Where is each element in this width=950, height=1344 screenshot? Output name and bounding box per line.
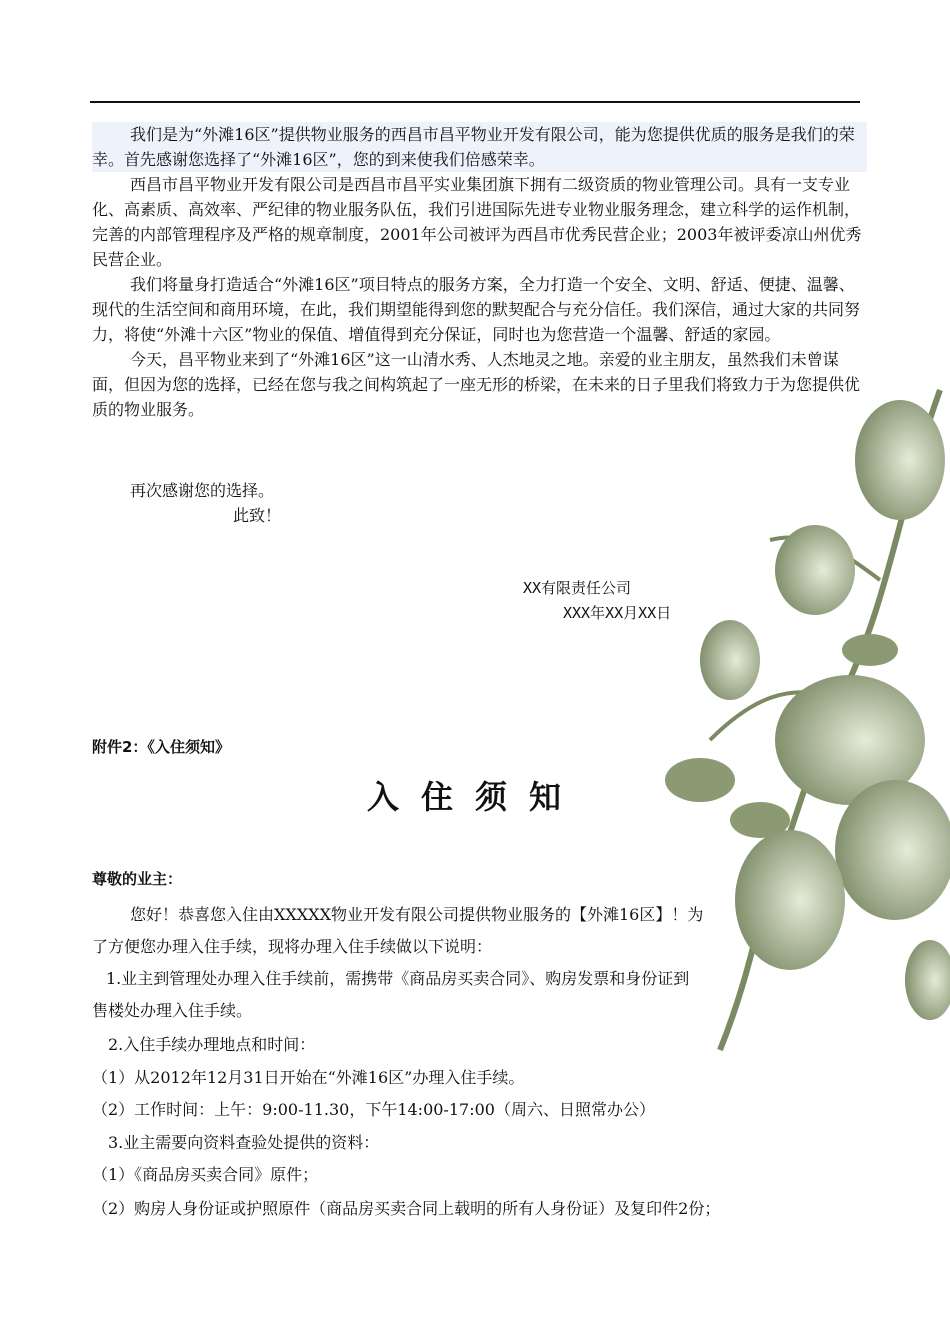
notice-subitem: （1）《商品房买卖合同》原件； [92,1165,319,1184]
letter-paragraph: 西昌市昌平物业开发有限公司是西昌市昌平实业集团旗下拥有二级资质的物业管理公司。具有一支专业化、高素质、高效率、严纪律的物业服务队伍，我们引进国际先进专业物业服务理念，建立科学的运作机制，完善的内部管理程序及严格的规章制度，2001年公司被评为西昌市优秀民营企业；2003年被评委凉山州优秀民营企业。 [92,175,862,269]
thanks-line: 再次感谢您的选择。 [130,481,275,500]
signature-date: XXX年XX月XX日 [563,604,672,622]
header-rule [90,101,860,103]
notice-subitem: （2）购房人身份证或护照原件（商品房买卖合同上载明的所有人身份证）及复印件2份； [92,1199,721,1218]
rose-vine-illustration [640,380,950,1060]
intro-line: 您好！恭喜您入住由XXXXX物业开发有限公司提供物业服务的【外滩16区】！为 [130,905,704,924]
attachment-label: 附件2：《入住须知》 [92,738,230,756]
notice-subitem: （2）工作时间：上午：9:00-11.30，下午14:00-17:00（周六、日照常办公） [92,1100,655,1119]
intro-line: 了方便您办理入住手续，现将办理入住手续做以下说明： [92,937,493,956]
letter-paragraph: 我们将量身打造适合“外滩16区”项目特点的服务方案，全力打造一个安全、文明、舒适、便捷、温馨、现代的生活空间和商用环境，在此，我们期望能得到您的默契配合与充分信任。我们深信，通过大家的共同努力，将使“外滩十六区”物业的保值、增值得到充分保证，同时也为您营造一个温馨、舒适的家园。 [92,275,861,344]
notice-item: 3.业主需要向资料查验处提供的资料： [108,1133,380,1152]
closing-line: 此致！ [233,506,282,525]
salutation: 尊敬的业主： [92,870,183,888]
page-title: 入住须知 [366,778,583,816]
letter-paragraph: 我们是为“外滩16区”提供物业服务的西昌市昌平物业开发有限公司，能为您提供优质的服务是我们的荣幸。首先感谢您选择了“外滩16区”，您的到来使我们倍感荣幸。 [92,122,867,172]
company-signature: XX有限责任公司 [523,579,632,597]
notice-item: 售楼处办理入住手续。 [92,1001,253,1020]
notice-item: 2.入住手续办理地点和时间： [108,1035,316,1054]
letter-body [92,122,867,422]
notice-subitem: （1）从2012年12月31日开始在“外滩16区”办理入住手续。 [92,1068,525,1087]
notice-item: 1.业主到管理处办理入住手续前，需携带《商品房买卖合同》、购房发票和身份证到 [106,969,690,988]
letter-paragraph: 今天，昌平物业来到了“外滩16区”这一山清水秀、人杰地灵之地。亲爱的业主朋友，虽然我们未曾谋面，但因为您的选择，已经在您与我之间构筑起了一座无形的桥梁，在未来的日子里我们将致力于为您提供优质的物业服务。 [92,350,861,419]
